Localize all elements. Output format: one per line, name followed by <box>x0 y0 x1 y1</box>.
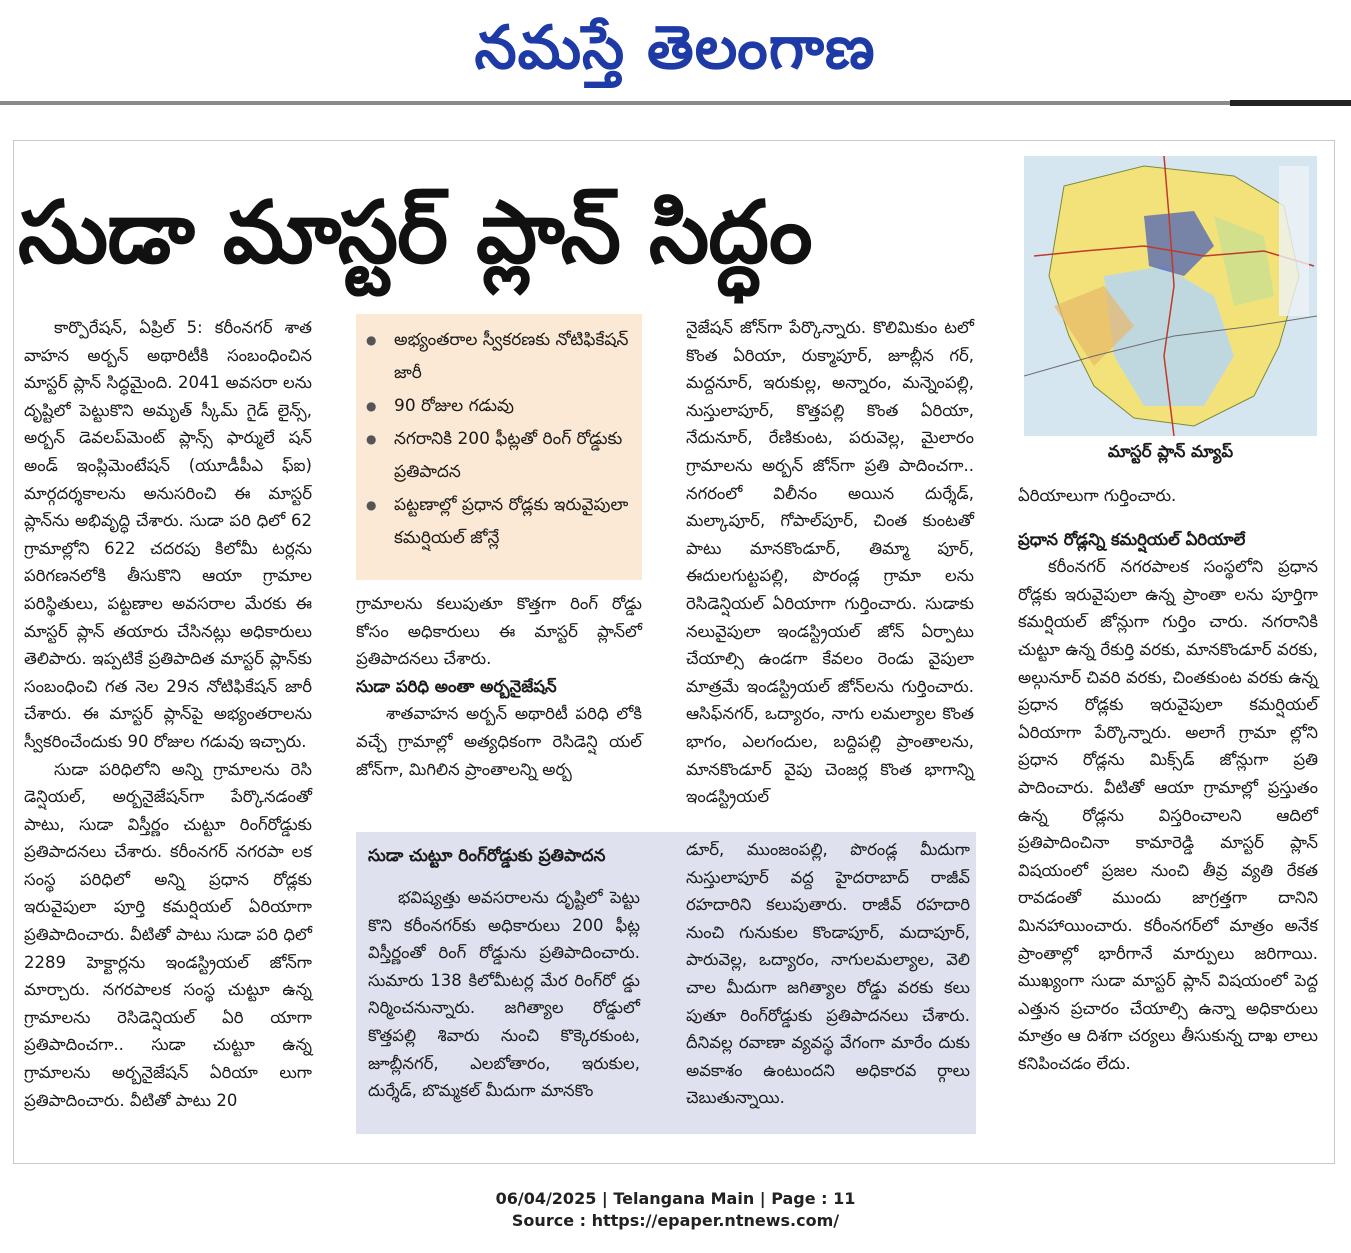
highlights-box <box>356 314 642 580</box>
paragraph: సుడా పరిధిలోని అన్ని గ్రామాలను రెసి డెన్షియల్, అర్బనైజేషన్‌గా పేర్కొనడంతో పాటు, సుడా విస్తీర్ణం చుట్టూ రింగ్‌రోడ్డుకు ప్రతిపాదనలు చేశారు. కరీంనగర్ నగరపా లక సంస్థ పరిధిలో అన్ని ప్రధాన రోడ్లకు ఇరువైపులా పూర్తి కమర్షియల్ ఏరియాగా ప్రతిపాదించారు. వీటితో పాటు సుడా పరి ధిలో 2289 హెక్టార్లను ఇండస్ట్రియల్ జోన్‌గా మార్చారు. నగరపాలక సంస్థ చుట్టూ ఉన్న గ్రామాలను రెసిడెన్షియల్ ఏరి యాగా ప్రతిపాదించగా.. సుడా చుట్టూ ఉన్న గ్రామాలను అర్బనైజేషన్ ఏరియా లుగా ప్రతిపాదించారు. వీటితో పాటు 20 <box>24 759 312 1110</box>
edition-info: 06/04/2025 | Telangana Main | Page : 11 <box>495 1189 856 1208</box>
paragraph: గ్రామాలను కలుపుతూ కొత్తగా రింగ్ రోడ్డు కోసం అధికారులు ఈ మాస్టర్ ప్లాన్‌లో ప్రతిపాదనలు చేశారు. <box>356 594 642 669</box>
box-title: సుడా చుట్టూ రింగ్‌రోడ్డుకు ప్రతిపాదన <box>368 846 606 866</box>
paragraph: ఏరియాలుగా గుర్తించారు. <box>1018 486 1177 505</box>
source-link[interactable]: Source : https://epaper.ntnews.com/ <box>511 1211 840 1230</box>
masthead-rule-accent <box>1230 100 1351 106</box>
ring-road-box <box>356 832 976 1134</box>
highlight-item: ● 90 రోజుల గడువు <box>364 390 636 423</box>
page-footer <box>0 1188 1351 1232</box>
article-column-1 <box>24 314 312 1114</box>
paragraph: భవిష్యత్తు అవసరాలను దృష్టిలో పెట్టు కొని కరీంనగర్‌కు అధికారులు 200 ఫీట్ల విస్తీర్ణంతో రింగ్ రోడ్డును ప్రతిపాదించారు. సుమారు 138 కిలోమీటర్ల మేర రింగ్‌రో డ్డు నిర్మించనున్నారు. జగిత్యాల రోడ్డులో కొత్తపల్లి శివారు నుంచి కొక్కెరకుంట, జూబ్లీనగర్, ఎలబోతారం, ఇరుకుల, దుర్శేడ్, బొమ్మకల్ మీదుగా మానకొం <box>368 888 640 1101</box>
highlight-item: ● నగరానికి 200 ఫీట్లతో రింగ్ రోడ్డుకు ప్రతిపాదన <box>364 423 636 489</box>
article-column-4 <box>1018 482 1318 1077</box>
highlight-item: ● అభ్యంతరాల స్వీకరణకు నోటిఫికేషన్ జారీ <box>364 324 636 390</box>
article-headline: సుడా మాస్టర్ ప్లాన్ సిద్ధం <box>18 183 812 283</box>
paragraph: కరీంనగర్ నగరపాలక సంస్థలోని ప్రధాన రోడ్లకు ఇరువైపులా ఉన్న ప్రాంతా లను పూర్తిగా కమర్షియల్ జోన్లుగా గుర్తిం చారు. నగరానికి చుట్టూ ఉన్న రేకుర్తి వరకు, మానకొండూర్ వరకు, అల్గునూర్ చివరి వరకు, చింతకుంట వరకు ఉన్న ప్రధాన రోడ్లకు ఇరువైపులా కమర్షియల్ ఏరియాగా పేర్కొన్నారు. అలాగే గ్రామా ల్లోని ప్రధాన రోడ్లను మిక్స్‌డ్ జోన్లుగా ప్రతి పాదించారు. వీటితో ఆయా గ్రామాల్లో ప్రస్తుతం ఉన్న రోడ్లను విస్తరించాలని ఆదిలో ప్రతిపాదించినా కామారెడ్డి మాస్టర్ ప్లాన్ విషయంలో ప్రజల నుంచి తీవ్ర వ్యతి రేకత రావడంతో ముందు జాగ్రత్తగా దానిని మినహాయించారు. కరీంనగర్‌లో మాత్రం అనేక ప్రాంతాల్లో భారీగానే మార్పులు జరిగాయి. ముఖ్యంగా సుడా మాస్టర్ ప్లాన్ విషయంలో పెద్ద ఎత్తున ప్రచారం చేయాల్సి ఉన్నా అధికారులు మాత్రం ఆ దిశగా చర్యలు తీసుకున్న దాఖ లాలు కనిపించడం లేదు. <box>1018 557 1318 1073</box>
paragraph: శాతవాహన అర్బన్ అథారిటీ పరిధి లోకి వచ్చే గ్రామాల్లో అత్యధికంగా రెసిడెన్షి యల్ జోన్‌గా, మిగిలిన ప్రాంతాలన్ని అర్బ <box>356 704 642 779</box>
newspaper-logo: నమస్తే తెలంగాణ <box>474 13 876 83</box>
masthead <box>0 0 1351 100</box>
subheading: సుడా పరిధి అంతా అర్బనైజేషన్ <box>356 676 557 696</box>
article-column-2 <box>356 590 642 783</box>
masthead-rule <box>0 101 1230 105</box>
highlight-item: ● పట్టణాల్లో ప్రధాన రోడ్లకు ఇరువైపులా కమర్షియల్ జోన్లే <box>364 489 636 555</box>
paragraph: నైజేషన్ జోన్‌గా పేర్కొన్నారు. కొలిమికుం టలో కొంత ఏరియా, రుక్మాపూర్, జూబ్లీన గర్, మద్దనూర్, ఇరుకుల్ల, అన్నారం, మన్నెంపల్లి, నుస్తులాపూర్, కొత్తపల్లి కొంత ఏరియా, నేదునూర్, రేణికుంట, పరువెల్ల, మైలారం గ్రామాలను అర్బన్ జోన్‌గా ప్రతి పాదించగా.. నగరంలో విలీనం అయిన దుర్శేడ్, మల్కాపూర్, గోపాల్‌పూర్, చింత కుంటతో పాటు మానకొండూర్, తిమ్మా పూర్, ఈదులగుట్టపల్లి, పొరండ్ల గ్రామా లను రెసిడెన్షియల్ ఏరియాగా గుర్తించారు. సుడాకు నలువైపులా ఇండస్ట్రియల్ జోన్ ఏర్పాటు చేయాల్సి ఉండగా కేవలం రెండు వైపులా మాత్రమే ఇండస్ట్రియల్ జోన్‌లను గుర్తించారు. ఆసిఫ్‌నగర్, ఒద్యారం, నాగు లమల్యాల కొంత భాగం, ఎలగందుల, బద్దిపల్లి ప్రాంతాలను, మానకొండూర్ వైపు చెంజర్ల కొంత భాగాన్ని ఇండస్ట్రియల్ <box>686 318 974 807</box>
subheading: ప్రధాన రోడ్లన్ని కమర్షియల్ ఏరియాలే <box>1018 529 1246 549</box>
paragraph: డూర్, ముంజంపల్లి, పొరండ్ల మీదుగా నుస్తులాపూర్ వద్ద హైదరాబాద్ రాజీవ్ రహదారిని కలుపుతారు. రాజీవ్ రహదారి నుంచి గునుకుల కొండాపూర్, మదాపూర్, పారువెల్ల, ఒద్యారం, నాగులమల్యాల, వెలి చాల మీదుగా జగిత్యాల రోడ్డు వరకు కలు పుతూ రింగ్‌రోడ్డుకు ప్రతిపాదనలు చేశారు. దీనివల్ల రవాణా వ్యవస్థ వేగంగా మారేం దుకు అవకాశం ఉంటుందని అధికారవ ర్గాలు చెబుతున్నాయి. <box>686 840 970 1108</box>
paragraph: కార్పొరేషన్, ఏప్రిల్ 5: కరీంనగర్ శాత వాహన అర్బన్ అథారిటీకి సంబంధించిన మాస్టర్ ప్లాన్ సిద్ధమైంది. 2041 అవసరా లను దృష్టిలో పెట్టుకొని అమృత్ స్కీమ్ గైడ్ లైన్స్, అర్బన్ డెవలప్‌మెంట్ ప్లాన్స్ ఫార్ములే షన్ అండ్ ఇంప్లిమెంటేషన్ (యూడీపీఎ ఫ్‌ఐ) మార్గదర్శకాలను అనుసరించి ఈ మాస్టర్ ప్లాన్‌ను అభివృద్ధి చేశారు. సుడా పరి ధిలో 62 గ్రామాల్లోని 622 చదరపు కిలోమీ టర్లను పరిగణనలోకి తీసుకొని ఆయా గ్రామాల పరిస్థితులు, పట్టణాల అవసరాల మేరకు ఈ మాస్టర్ ప్లాన్ తయారు చేసినట్లు అధికారులు తెలిపారు. ఇప్పటికే ప్రతిపాదిత మాస్టర్ ప్లాన్‌కు సంబంధించి గత నెల 29న నోటిఫికేషన్ జారీ చేశారు. ఈ మాస్టర్ ప్లాన్‌పై అభ్యంతరాలను స్వీకరించేందుకు 90 రోజుల గడువు ఇచ్చారు. <box>24 318 312 751</box>
master-plan-map-image <box>1024 156 1317 436</box>
map-caption: మాస్టర్ ప్లాన్ మ్యాప్ <box>1107 442 1234 461</box>
article-column-3 <box>686 314 974 811</box>
